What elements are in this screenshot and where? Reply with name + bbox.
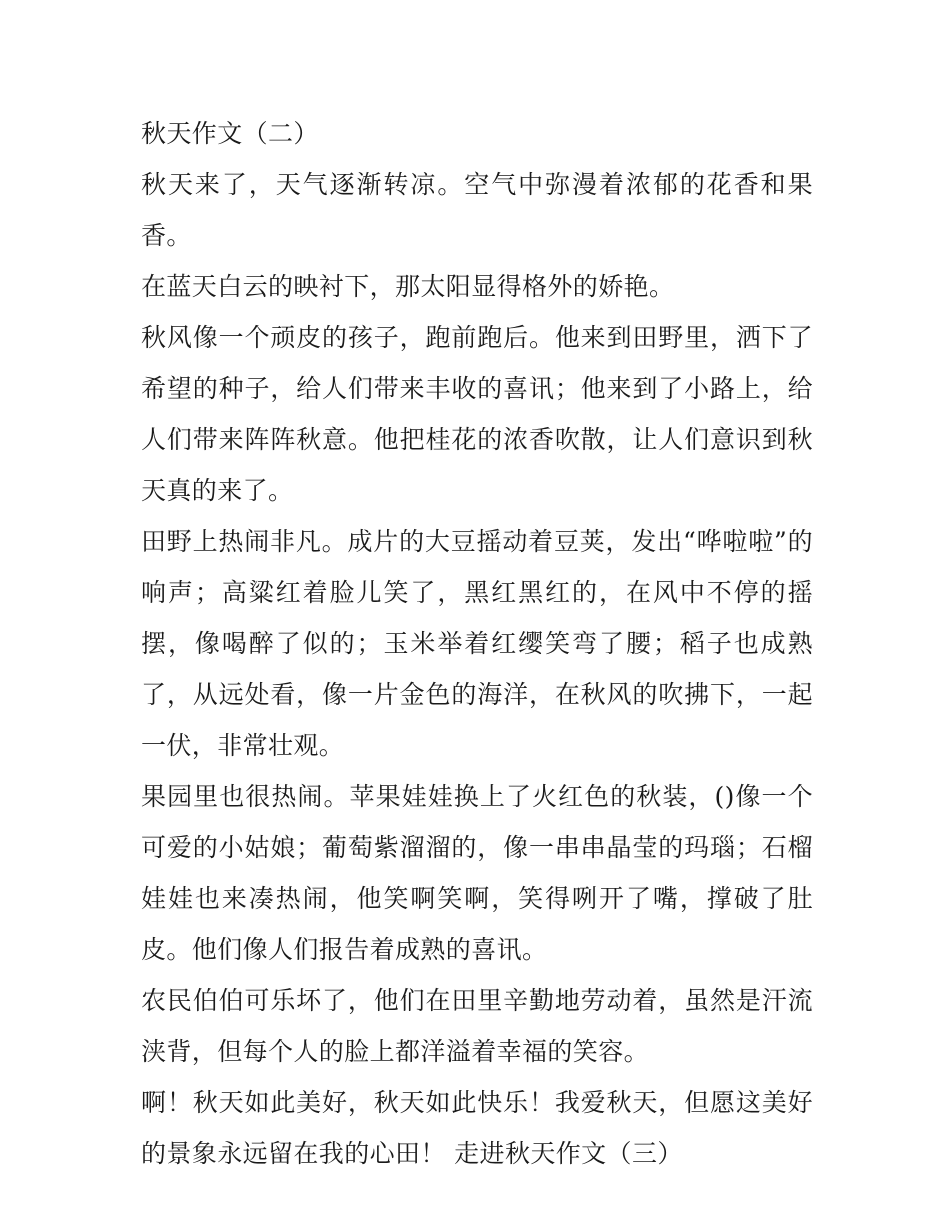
paragraph-orchard: 果园里也很热闹。苹果娃娃换上了火红色的秋装，()像一个可爱的小姑娘；葡萄紫溜溜的，像一串串晶莹的玛瑙；石榴娃娃也来凑热闹，他笑啊笑啊，笑得咧开了嘴，撑破了肚皮。他们像人们报告着成熟的喜讯。 — [141, 782, 813, 964]
paragraph-autumn-wind: 秋风像一个顽皮的孩子，跑前跑后。他来到田野里，洒下了希望的种子，给人们带来丰收的喜讯；他来到了小路上，给人们带来阵阵秋意。他把桂花的浓香吹散，让人们意识到秋天真的来了。 — [141, 323, 813, 505]
paragraph-closing: 啊！秋天如此美好，秋天如此快乐！我爱秋天，但愿这美好的景象永远留在我的心田！ 走进秋天作文（三） — [141, 1088, 813, 1168]
essay-body — [141, 108, 813, 1179]
paragraph-opening: 秋天来了，天气逐渐转凉。空气中弥漫着浓郁的花香和果香。 — [141, 170, 813, 250]
paragraph-sky: 在蓝天白云的映衬下，那太阳显得格外的娇艳。 — [141, 272, 675, 301]
paragraph-farmers: 农民伯伯可乐坏了，他们在田里辛勤地劳动着，虽然是汗流浃背，但每个人的脸上都洋溢着幸福的笑容。 — [141, 986, 813, 1066]
paragraph-fields: 田野上热闹非凡。成片的大豆摇动着豆荚，发出“哗啦啦”的响声；高粱红着脸儿笑了，黑红黑红的，在风中不停的摇摆，像喝醉了似的；玉米举着红缨笑弯了腰；稻子也成熟了，从远处看，像一片金色的海洋，在秋风的吹拂下，一起一伏，非常壮观。 — [141, 527, 813, 760]
essay-title: 秋天作文（二） — [141, 119, 319, 148]
